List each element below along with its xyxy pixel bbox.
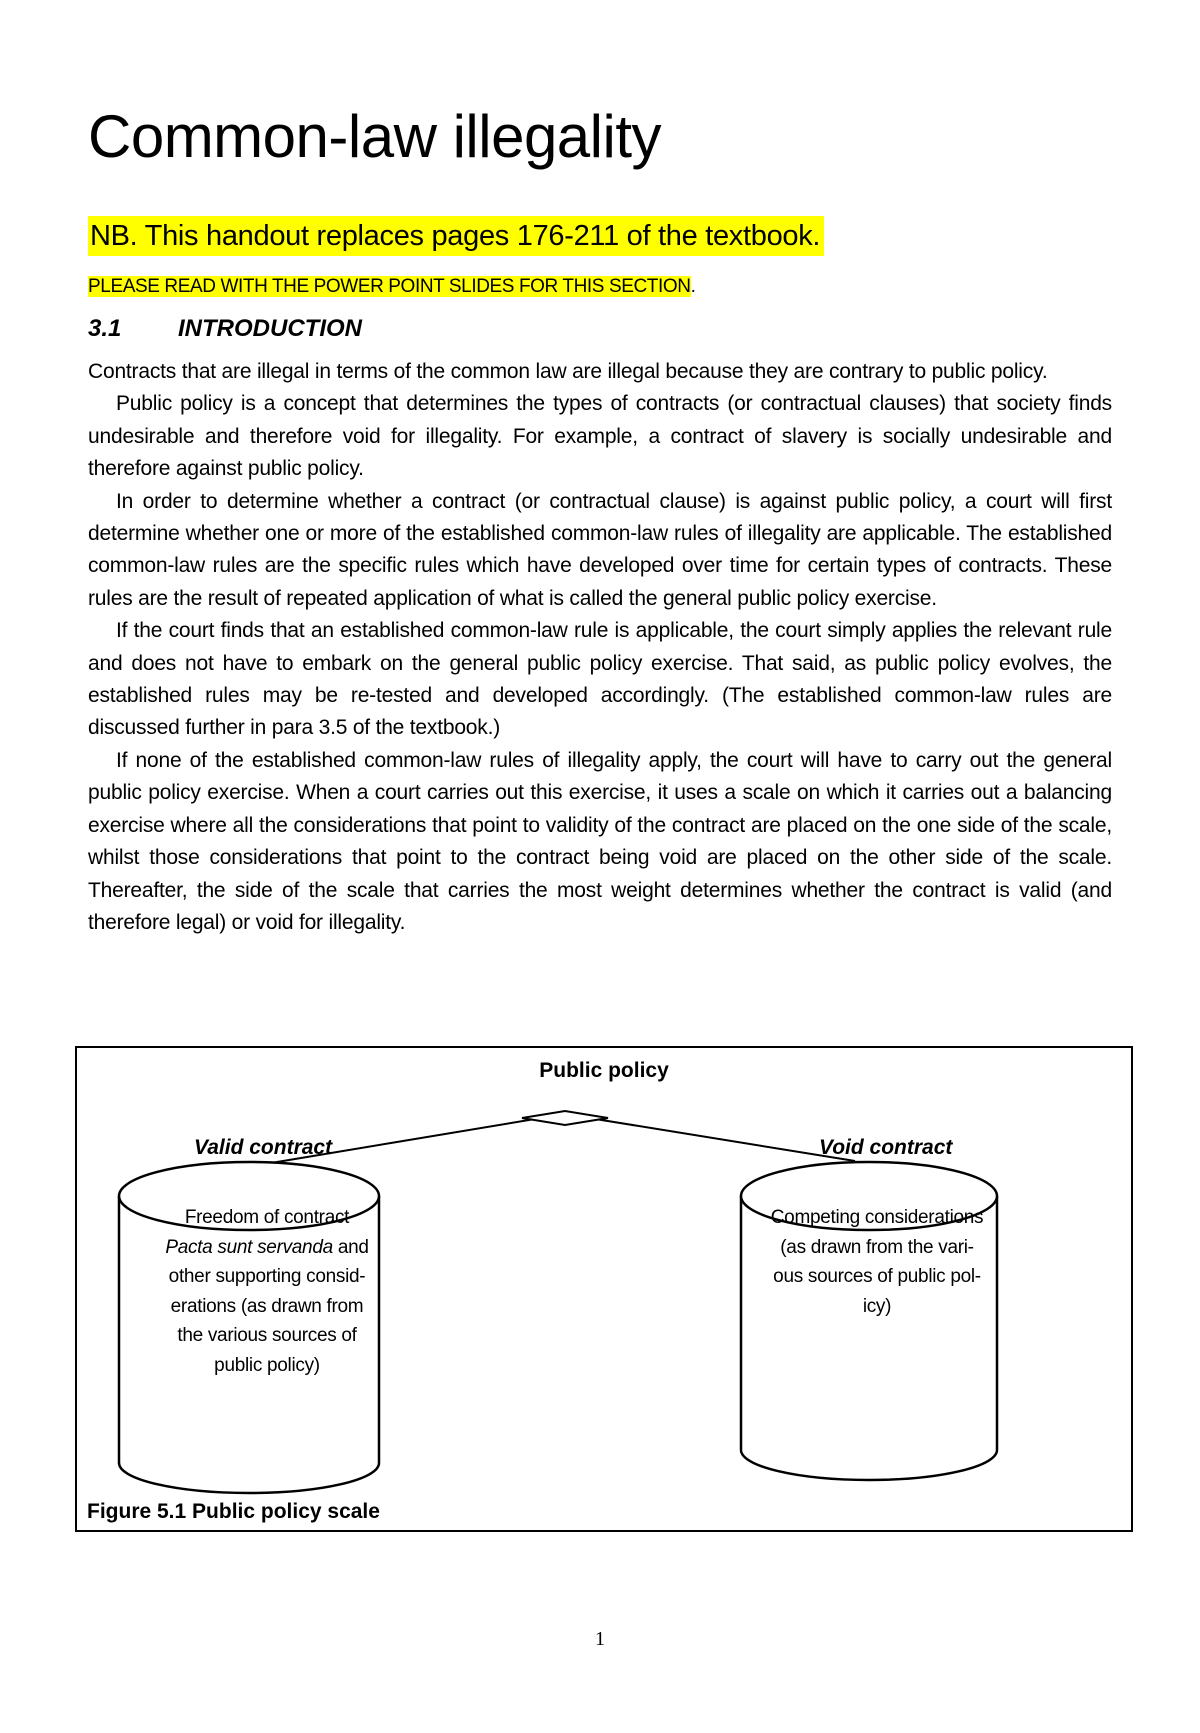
- valid-contract-label: Valid contract: [194, 1136, 333, 1159]
- right-cylinder-line: (as drawn from the vari-: [780, 1236, 974, 1258]
- read-instruction-note: [88, 274, 696, 300]
- left-cylinder-line-rest: and: [332, 1236, 369, 1258]
- left-cylinder-line: other supporting consid-: [168, 1266, 366, 1287]
- figure-title: Public policy: [539, 1059, 669, 1082]
- read-instruction-highlight: PLEASE READ WITH THE POWER POINT SLIDES FOR THIS SECTION: [88, 276, 691, 297]
- paragraph-3: In order to determine whether a contract (or contractual clause) is against public policy, a court will first determine whether one or more of the established common-law rules of illegality are applicable. The established common-law rules are the specific rules which have developed over time for certain types of contracts. These rules are the result of repeated application of what is called the general public policy exercise.: [88, 489, 1112, 610]
- right-cylinder-line: Competing considerations: [770, 1207, 984, 1228]
- read-instruction-period: .: [690, 276, 696, 297]
- paragraph-4: If the court finds that an established common-law rule is applicable, the court simply applies the relevant rule and does not have to embark on the general public policy exercise. That said, as public policy evolves, the established rules may be re-tested and developed accordingly. (The established common-law rules are discussed further in para 3.5 of the textbook.): [88, 619, 1112, 740]
- paragraph-5: If none of the established common-law rules of illegality apply, the court will have to carry out the general public policy exercise. When a court carries out this exercise, it uses a scale on which it carries out a balancing exercise where all the considerations that point to validity of the contract are placed on the one side of the scale, whilst those considerations that point to the contract being void are placed on the other side of the scale. Thereafter, the side of the scale that carries the most weight determines whether the contract is valid (and therefore legal) or void for illegality.: [88, 748, 1112, 934]
- left-cylinder-line: Freedom of contract: [184, 1207, 350, 1228]
- left-cylinder-text: [147, 1203, 387, 1380]
- right-cylinder-text: [747, 1203, 1007, 1321]
- public-policy-scale-figure: [75, 1046, 1133, 1532]
- section-number: 3.1: [88, 315, 122, 342]
- figure-caption: Figure 5.1 Public policy scale: [87, 1500, 380, 1523]
- right-cylinder-line: ous sources of public pol-: [773, 1266, 981, 1287]
- left-cylinder-line: public policy): [214, 1354, 320, 1376]
- scale-pivot: [522, 1111, 608, 1125]
- latin-phrase: Pacta sunt servanda: [165, 1236, 333, 1258]
- page-number: 1: [595, 1628, 605, 1650]
- scale-beam-right: [583, 1117, 855, 1161]
- nb-highlighted-note: NB. This handout replaces pages 176-211 of the textbook.: [88, 216, 824, 256]
- document-title: Common-law illegality: [88, 103, 662, 170]
- body-text: [88, 356, 1112, 939]
- section-title: INTRODUCTION: [178, 315, 362, 342]
- paragraph-1: Contracts that are illegal in terms of the common law are illegal because they are contrary to public policy.: [88, 360, 1048, 383]
- paragraph-2: Public policy is a concept that determines the types of contracts (or contractual clauses) that society finds undesirable and therefore void for illegality. For example, a contract of slavery is socially undesirable and therefore against public policy.: [88, 392, 1112, 481]
- left-cylinder-line: erations (as drawn from: [170, 1295, 364, 1317]
- left-cylinder-line: [147, 1233, 387, 1263]
- right-cylinder-line: icy): [862, 1295, 892, 1317]
- section-heading: [88, 312, 362, 346]
- left-cylinder-line: the various sources of: [177, 1325, 357, 1346]
- void-contract-label: Void contract: [819, 1136, 953, 1159]
